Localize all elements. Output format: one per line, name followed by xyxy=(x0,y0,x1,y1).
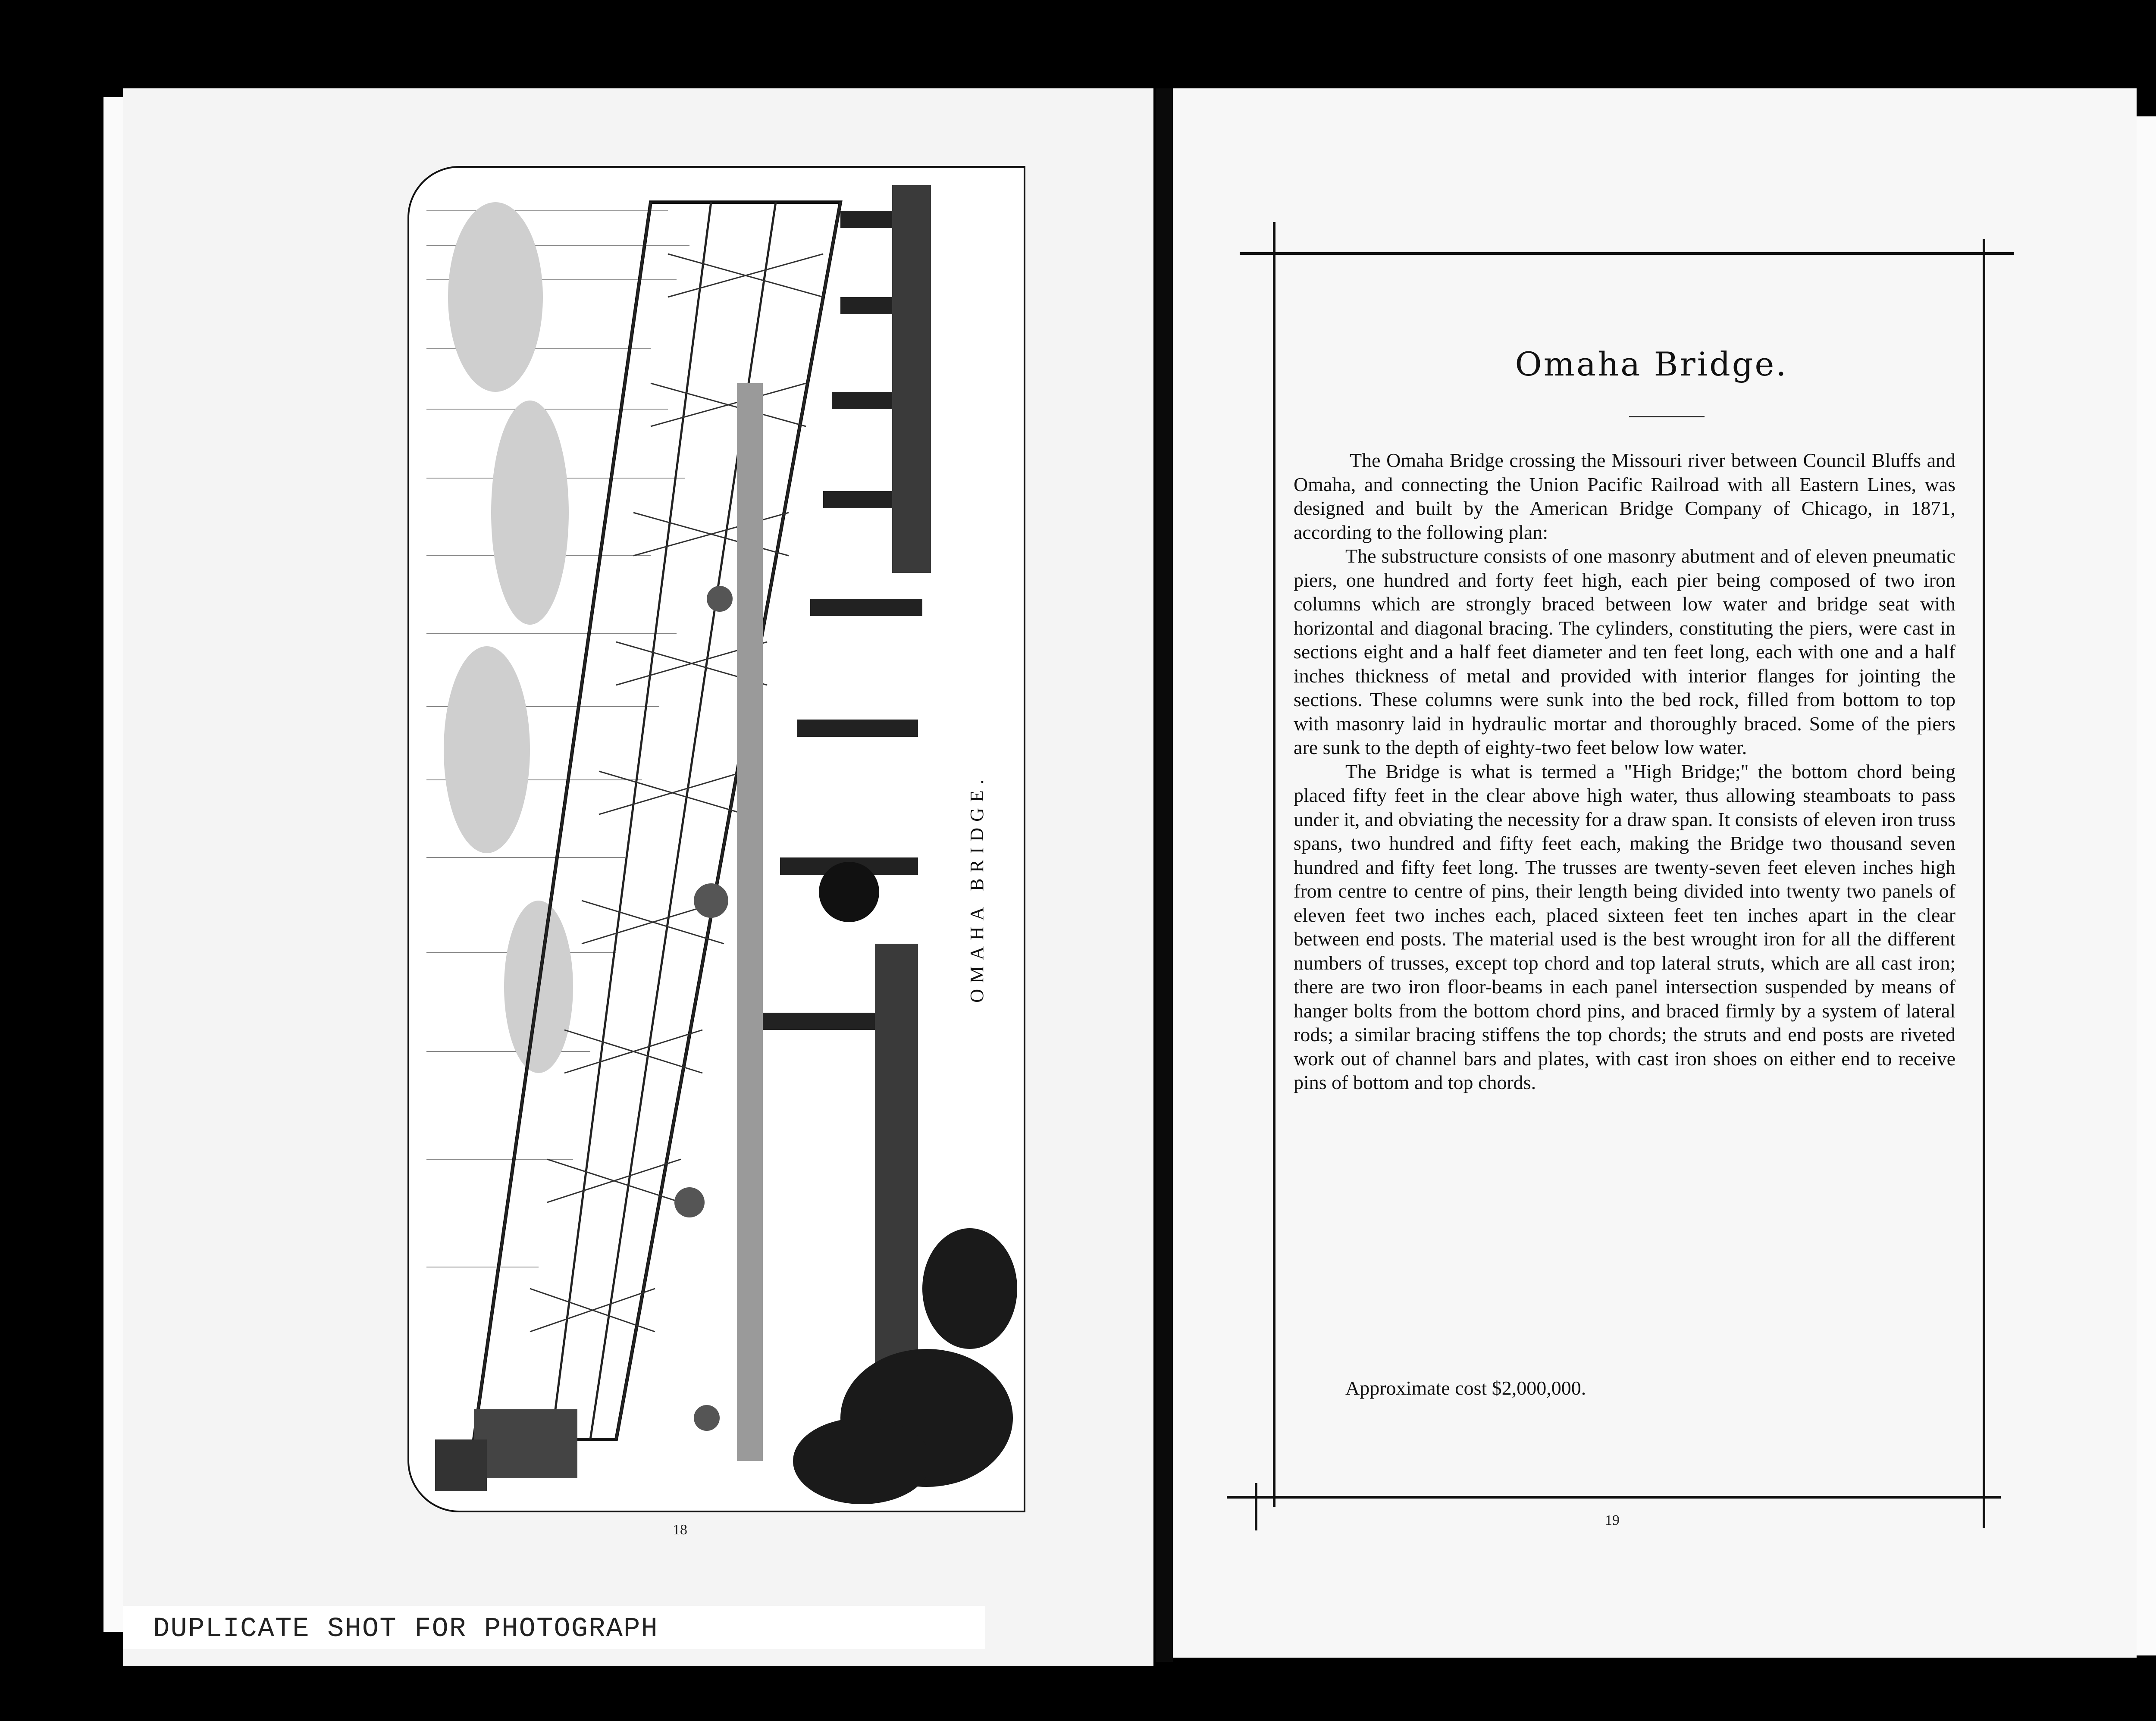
page-number-left: 18 xyxy=(673,1522,687,1538)
page-number-right: 19 xyxy=(1605,1512,1620,1528)
illustration-caption: OMAHA BRIDGE. xyxy=(966,773,987,1003)
duplicate-shot-text: DUPLICATE SHOT FOR PHOTOGRAPH xyxy=(153,1614,658,1645)
duplicate-shot-label xyxy=(123,1606,985,1649)
paragraph-substructure: The substructure consists of one masonry abutment and of eleven pneumatic piers, one hundred and forty feet high, each pier being composed of two iron columns which are strongly braced between low water and bridge seat with horizontal and diagonal bracing. The cylinders, constituting the piers, were cast in sections eight and a half feet diameter and ten feet long, each with one and a half inches thickness of metal and provided with interior flanges for jointing the sections. These columns were sunk into the bed rock, filled from bottom to top with masonry laid in hydraulic mortar and thoroughly braced. Some of the piers are sunk to the depth of eighty-two feet below low water. xyxy=(1294,545,1955,758)
paragraph-intro: The Omaha Bridge crossing the Missouri river between Council Bluffs and Omaha, and connecting the Union Pacific Railroad with all Eastern Lines, was designed and built by the American Bridge Company of Chicago, in 1871, according to the following plan: xyxy=(1294,449,1955,543)
paragraph-high-bridge: The Bridge is what is termed a "High Bridge;" the bottom chord being placed fifty feet in the clear above high water, thus allowing steamboats to pass under it, and obviating the necessity for a draw span. It consists of eleven iron truss spans, two hundred and fifty feet each, making the Bridge two thousand seven hundred and fifty feet long. The trusses are twenty-seven feet eleven inches high from centre to centre of pins, their length being divided into twenty two panels of eleven feet two inches each, placed sixteen feet ten inches apart in the clear between end posts. The material used is the best wrought iron for all the different numbers of trusses, except top chord and top lateral struts, which are all cast iron; there are two iron floor-beams in each panel intersection suspended by means of hanger bolts from the bottom chord pins, and braced firmly by a system of lateral rods; a similar bracing stiffens the top chords; the struts and end posts are riveted work out of channel bars and plates, with cast iron shoes on either end to receive pins of bottom and top chords. xyxy=(1294,760,1955,1093)
page-title: Omaha Bridge. xyxy=(1515,345,1788,383)
border-rule-left-lower xyxy=(1255,1483,1257,1530)
border-rule-left xyxy=(1273,222,1275,1507)
omaha-bridge-engraving xyxy=(407,166,1025,1512)
border-rule-right xyxy=(1983,239,1985,1528)
book-gutter xyxy=(1156,88,1173,1662)
article-body xyxy=(1294,448,1955,1095)
right-page-edge xyxy=(2134,116,2156,1655)
title-divider xyxy=(1629,416,1705,417)
bridge-illustration xyxy=(409,168,1024,1511)
border-rule-bottom xyxy=(1227,1496,2001,1499)
approximate-cost: Approximate cost $2,000,000. xyxy=(1345,1377,1586,1399)
border-rule-top xyxy=(1240,252,2014,255)
